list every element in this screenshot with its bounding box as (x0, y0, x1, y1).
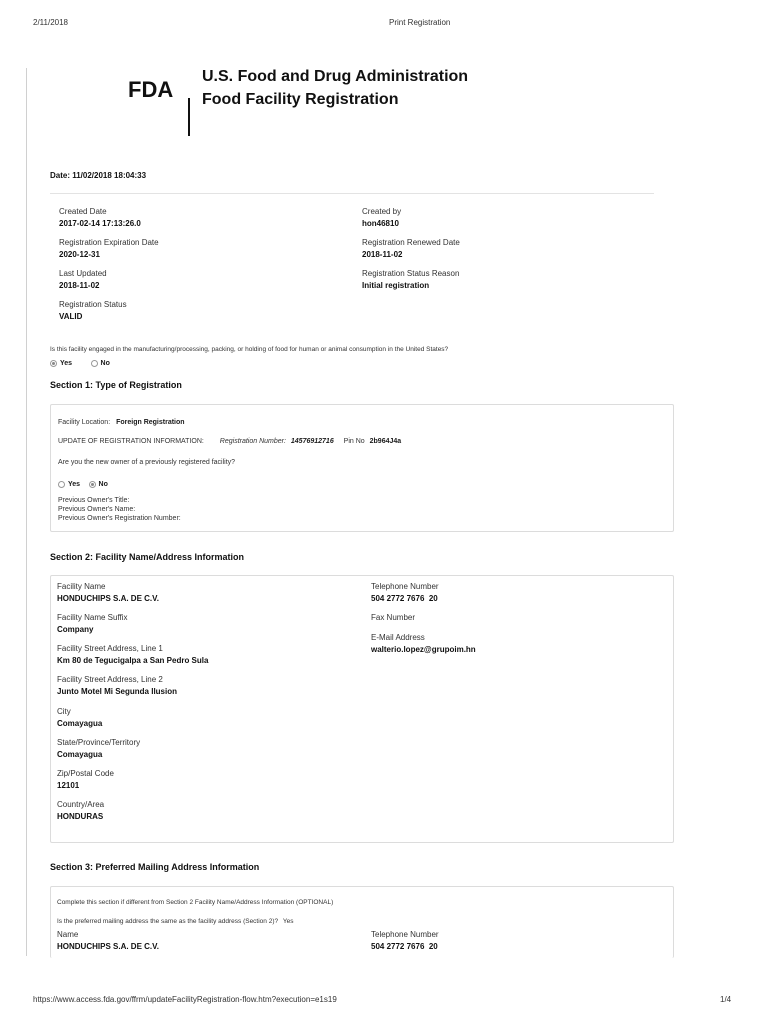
email-value: walterio.lopez@grupoim.hn (371, 645, 476, 654)
renewed-field (362, 238, 460, 260)
facility-suffix-label: Facility Name Suffix (57, 613, 128, 622)
section3-note: Complete this section if different from Section 2 Facility Name/Address Information (OPTIONAL) (57, 899, 334, 906)
fax-field (371, 613, 415, 623)
mailing-phone-field (371, 930, 439, 952)
status-reason-value: Initial registration (362, 281, 430, 290)
city-value: Comayagua (57, 719, 103, 728)
facility-location-label: Facility Location: (58, 419, 111, 426)
fda-logo: FDA (128, 77, 174, 102)
left-margin-rule (26, 68, 27, 956)
page-number: 1/4 (720, 995, 732, 1004)
prev-owner-reg: Previous Owner's Registration Number: (58, 515, 181, 522)
report-date: Date: 11/02/2018 18:04:33 (50, 171, 147, 180)
section2-box (50, 575, 674, 843)
logo-divider (188, 98, 190, 136)
facility-name-value: HONDUCHIPS S.A. DE C.V. (57, 594, 159, 603)
street1-field (57, 644, 208, 666)
facility-name-field (57, 582, 159, 604)
email-field (371, 633, 476, 655)
section2-title: Section 2: Facility Name/Address Information (50, 552, 245, 562)
zip-label: Zip/Postal Code (57, 769, 114, 778)
street1-label: Facility Street Address, Line 1 (57, 644, 163, 653)
new-owner-no-label: No (98, 481, 108, 489)
new-owner-yes-radio[interactable] (58, 481, 65, 488)
facility-suffix-value: Company (57, 625, 94, 634)
expiration-label: Registration Expiration Date (59, 238, 159, 247)
reg-number-value: 14576912716 (290, 438, 334, 445)
system-title: Food Facility Registration (202, 91, 399, 108)
last-updated-value: 2018-11-02 (59, 281, 100, 290)
status-reason-label: Registration Status Reason (362, 269, 460, 278)
print-title: Print Registration (389, 18, 451, 27)
street2-value: Junto Motel Mi Segunda Ilusion (57, 687, 177, 696)
street1-value: Km 80 de Tegucigalpa a San Pedro Sula (57, 656, 209, 665)
divider (50, 193, 654, 194)
engaged-no-radio[interactable] (91, 360, 98, 367)
new-owner-yes-label: Yes (68, 481, 81, 489)
previous-owner-info (58, 496, 181, 523)
email-label: E-Mail Address (371, 633, 425, 642)
status-reason-field (362, 269, 459, 291)
city-field (57, 707, 102, 729)
same-address-answer: Yes (282, 918, 294, 925)
status-label: Registration Status (59, 300, 127, 309)
engaged-no-label: No (100, 360, 110, 368)
state-value: Comayagua (57, 750, 103, 759)
zip-value: 12101 (57, 781, 80, 790)
created-date-label: Created Date (59, 207, 107, 216)
engaged-radio-group (50, 355, 124, 373)
street2-label: Facility Street Address, Line 2 (57, 675, 163, 684)
expiration-field (59, 238, 159, 260)
engaged-yes-radio[interactable] (50, 360, 57, 367)
phone-label: Telephone Number (371, 582, 439, 591)
last-updated-label: Last Updated (59, 269, 107, 278)
update-info-label: UPDATE OF REGISTRATION INFORMATION: (58, 438, 204, 445)
prev-owner-name: Previous Owner's Name: (58, 506, 136, 513)
pin-value: 2b964J4a (369, 438, 402, 445)
renewed-value: 2018-11-02 (362, 250, 403, 259)
created-date-field (59, 207, 141, 229)
status-field (59, 300, 127, 322)
engaged-yes-label: Yes (60, 360, 73, 368)
update-info-line (58, 438, 401, 445)
last-updated-field (59, 269, 107, 291)
same-address-question-text: Is the preferred mailing address the same as the facility address (Section 2)? (57, 918, 279, 925)
facility-location-value: Foreign Registration (116, 419, 185, 426)
section1-title: Section 1: Type of Registration (50, 380, 182, 390)
renewed-label: Registration Renewed Date (362, 238, 460, 247)
agency-title: U.S. Food and Drug Administration (202, 68, 469, 85)
engaged-question: Is this facility engaged in the manufacturing/processing, packing, or holding of food for human or animal consumption in the United States? (50, 346, 449, 353)
footer-url: https://www.access.fda.gov/ffrm/updateFacilityRegistration-flow.htm?execution=e1s19 (33, 995, 337, 1004)
created-by-value: hon46810 (362, 219, 399, 228)
prev-owner-title: Previous Owner's Title: (58, 497, 130, 504)
new-owner-question: Are you the new owner of a previously registered facility? (58, 459, 236, 466)
state-field (57, 738, 140, 760)
print-date: 2/11/2018 (33, 18, 68, 27)
facility-name-label: Facility Name (57, 582, 106, 591)
expiration-value: 2020-12-31 (59, 250, 100, 259)
country-value: HONDURAS (57, 812, 104, 821)
mailing-name-value: HONDUCHIPS S.A. DE C.V. (57, 942, 159, 951)
mailing-phone-value: 504 2772 7676 20 (371, 942, 438, 951)
reg-number-label: Registration Number: (219, 438, 286, 445)
same-address-question (57, 918, 294, 925)
new-owner-no-radio[interactable] (89, 481, 96, 488)
country-label: Country/Area (57, 800, 105, 809)
pin-label: Pin No (343, 438, 365, 445)
facility-suffix-field (57, 613, 128, 635)
mailing-phone-label: Telephone Number (371, 930, 439, 939)
country-field (57, 800, 104, 822)
mailing-name-label: Name (57, 930, 79, 939)
mailing-name-field (57, 930, 159, 952)
fax-label: Fax Number (371, 613, 416, 622)
street2-field (57, 675, 177, 697)
section3-title: Section 3: Preferred Mailing Address Information (50, 862, 260, 872)
new-owner-radio-group (58, 476, 122, 494)
zip-field (57, 769, 114, 791)
created-by-field (362, 207, 401, 229)
city-label: City (57, 707, 71, 716)
phone-value: 504 2772 7676 20 (371, 594, 438, 603)
state-label: State/Province/Territory (57, 738, 141, 747)
facility-location (58, 419, 185, 426)
phone-field (371, 582, 439, 604)
created-by-label: Created by (362, 207, 402, 216)
status-value: VALID (59, 312, 83, 321)
created-date-value: 2017-02-14 17:13:26.0 (59, 219, 141, 228)
